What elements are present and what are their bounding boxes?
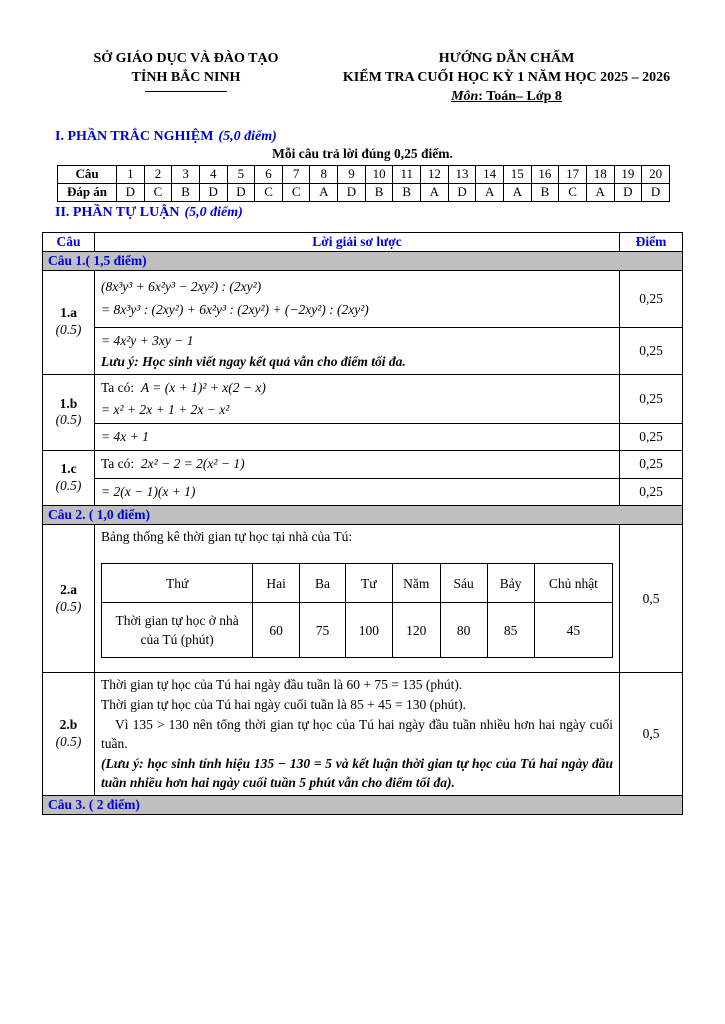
cell-1b-solution1 xyxy=(95,374,620,424)
day-col-header: Thứ xyxy=(102,564,253,603)
document-title-block xyxy=(330,50,683,107)
row-1b-part2 xyxy=(43,424,683,451)
section2-points: (5,0 điểm) xyxy=(184,204,243,220)
study-time-table xyxy=(101,563,613,658)
formula-1a-2: = 8x³y³ : (2xy²) + 6x²y³ : (2xy²) + (−2xy²) : (2xy²) xyxy=(101,301,369,317)
cell-1a-label: 1.a (0.5) xyxy=(43,270,95,374)
col-header-loigiai: Lời giải sơ lược xyxy=(95,232,620,251)
points-1b-2: 0,25 xyxy=(620,424,683,451)
row-1b-part1 xyxy=(43,374,683,424)
note-2b: (Lưu ý: học sinh tính hiệu 135 − 130 = 5 và kết luận thời gian tự học của Tú hai ngày đầu tuần nhiều hơn hai ngày cuối tuần 5 phút vẫn cho điểm tối đa). xyxy=(101,755,613,791)
cell-2a-solution xyxy=(95,524,620,673)
points-1c-2: 0,25 xyxy=(620,478,683,505)
answer-row-letters: Đáp án D C B D D C C A D B B A D A A B C A D D xyxy=(58,183,670,201)
exam-title: KIỂM TRA CUỐI HỌC KỲ 1 NĂM HỌC 2025 – 2026 xyxy=(342,69,671,85)
study-time-header-row: Thứ Hai Ba Tư Năm Sáu Bảy Chủ nhật xyxy=(102,564,613,603)
formula-1b-2: = x² + 2x + 1 + 2x − x² xyxy=(101,401,230,417)
section1-points: (5,0 điểm) xyxy=(218,128,277,144)
table-intro-text: Bảng thống kê thời gian tự học tại nhà của Tú: xyxy=(101,528,353,544)
band-cau2: Câu 2. ( 1,0 điểm) xyxy=(43,505,683,524)
points-2a: 0,5 xyxy=(620,524,683,673)
taco-label-1b: Ta có: xyxy=(101,379,135,395)
row-1a-part2 xyxy=(43,327,683,374)
solution-2b-line3: Vì 135 > 130 nên tổng thời gian tự học của Tú hai ngày đầu tuần nhiều hơn hai ngày cuối tuần. xyxy=(101,716,613,752)
subject-label: Môn xyxy=(451,88,479,104)
formula-1a-1: (8x³y³ + 6x²y³ − 2xy²) : (2xy²) xyxy=(101,279,262,295)
col-header-cau: Câu xyxy=(43,232,95,251)
cell-2b-solution xyxy=(95,673,620,795)
solution-table xyxy=(42,232,683,815)
issuing-authority xyxy=(42,50,330,107)
note-1a: Lưu ý: Học sinh viết ngay kết quả vẫn cho điểm tối đa. xyxy=(101,353,406,369)
cell-1a-solution2 xyxy=(95,327,620,374)
cell-1c-solution2 xyxy=(95,478,620,505)
points-1a-1: 0,25 xyxy=(620,270,683,327)
points-1b-1: 0,25 xyxy=(620,374,683,424)
answer-row-numbers: Câu 1 2 3 4 5 6 7 8 9 10 11 12 13 14 15 16 17 18 19 20 xyxy=(58,165,670,183)
points-1a-2: 0,25 xyxy=(620,327,683,374)
solution-2b-line2: Thời gian tự học của Tú hai ngày cuối tuần là 85 + 45 = 130 (phút). xyxy=(101,696,466,712)
row-2b xyxy=(43,673,683,795)
province-name: TỈNH BẮC NINH xyxy=(131,69,241,85)
row-1c-part2 xyxy=(43,478,683,505)
row-1a-part1 xyxy=(43,270,683,327)
band-cau1: Câu 1.( 1,5 điểm) xyxy=(43,251,683,270)
grading-note: Mỗi câu trả lời đúng 0,25 điểm. xyxy=(272,145,453,161)
cell-2a-label: 2.a (0.5) xyxy=(43,524,95,673)
formula-1b-1: A = (x + 1)² + x(2 − x) xyxy=(140,379,266,395)
taco-label-1c: Ta có: xyxy=(101,456,135,472)
formula-1c-1: 2x² − 2 = 2(x² − 1) xyxy=(140,456,245,472)
row-2a xyxy=(43,524,683,673)
solution-table-header xyxy=(43,232,683,251)
grading-guide-title: HƯỚNG DẪN CHẤM xyxy=(438,51,575,66)
section1-title: I. PHẦN TRẮC NGHIỆM (5,0 điểm) xyxy=(55,128,277,144)
formula-1b-3: = 4x + 1 xyxy=(101,429,149,445)
study-time-values-row: Thời gian tự học ở nhà của Tú (phút) 60 75 100 120 80 85 45 xyxy=(102,603,613,658)
solution-2b-line1: Thời gian tự học của Tú hai ngày đầu tuần là 60 + 75 = 135 (phút). xyxy=(101,677,463,693)
points-1c-1: 0,25 xyxy=(620,451,683,478)
formula-1a-3: = 4x²y + 3xy − 1 xyxy=(101,332,194,348)
row-1c-part1 xyxy=(43,451,683,478)
band-cau3: Câu 3. ( 2 điểm) xyxy=(43,795,683,814)
department-name: SỞ GIÁO DỤC VÀ ĐÀO TẠO xyxy=(93,51,279,66)
cell-1a-solution1 xyxy=(95,270,620,327)
answer-key-table xyxy=(57,165,670,202)
study-time-row-label: Thời gian tự học ở nhà của Tú (phút) xyxy=(102,603,253,658)
cell-2b-label: 2.b (0.5) xyxy=(43,673,95,795)
cell-1b-solution2 xyxy=(95,424,620,451)
subject-value: : Toán– Lớp 8 xyxy=(478,88,562,104)
cell-1c-solution1 xyxy=(95,451,620,478)
cell-1b-label: 1.b (0.5) xyxy=(43,374,95,451)
document-header xyxy=(42,50,683,107)
points-2b: 0,5 xyxy=(620,673,683,795)
header-divider-line xyxy=(145,90,227,92)
subject-line xyxy=(330,88,683,107)
formula-1c-2: = 2(x − 1)(x + 1) xyxy=(101,483,196,499)
col-header-diem: Điểm xyxy=(620,232,683,251)
cell-1c-label: 1.c (0.5) xyxy=(43,451,95,506)
section2-title: II. PHẦN TỰ LUẬN (5,0 điểm) xyxy=(55,204,243,220)
